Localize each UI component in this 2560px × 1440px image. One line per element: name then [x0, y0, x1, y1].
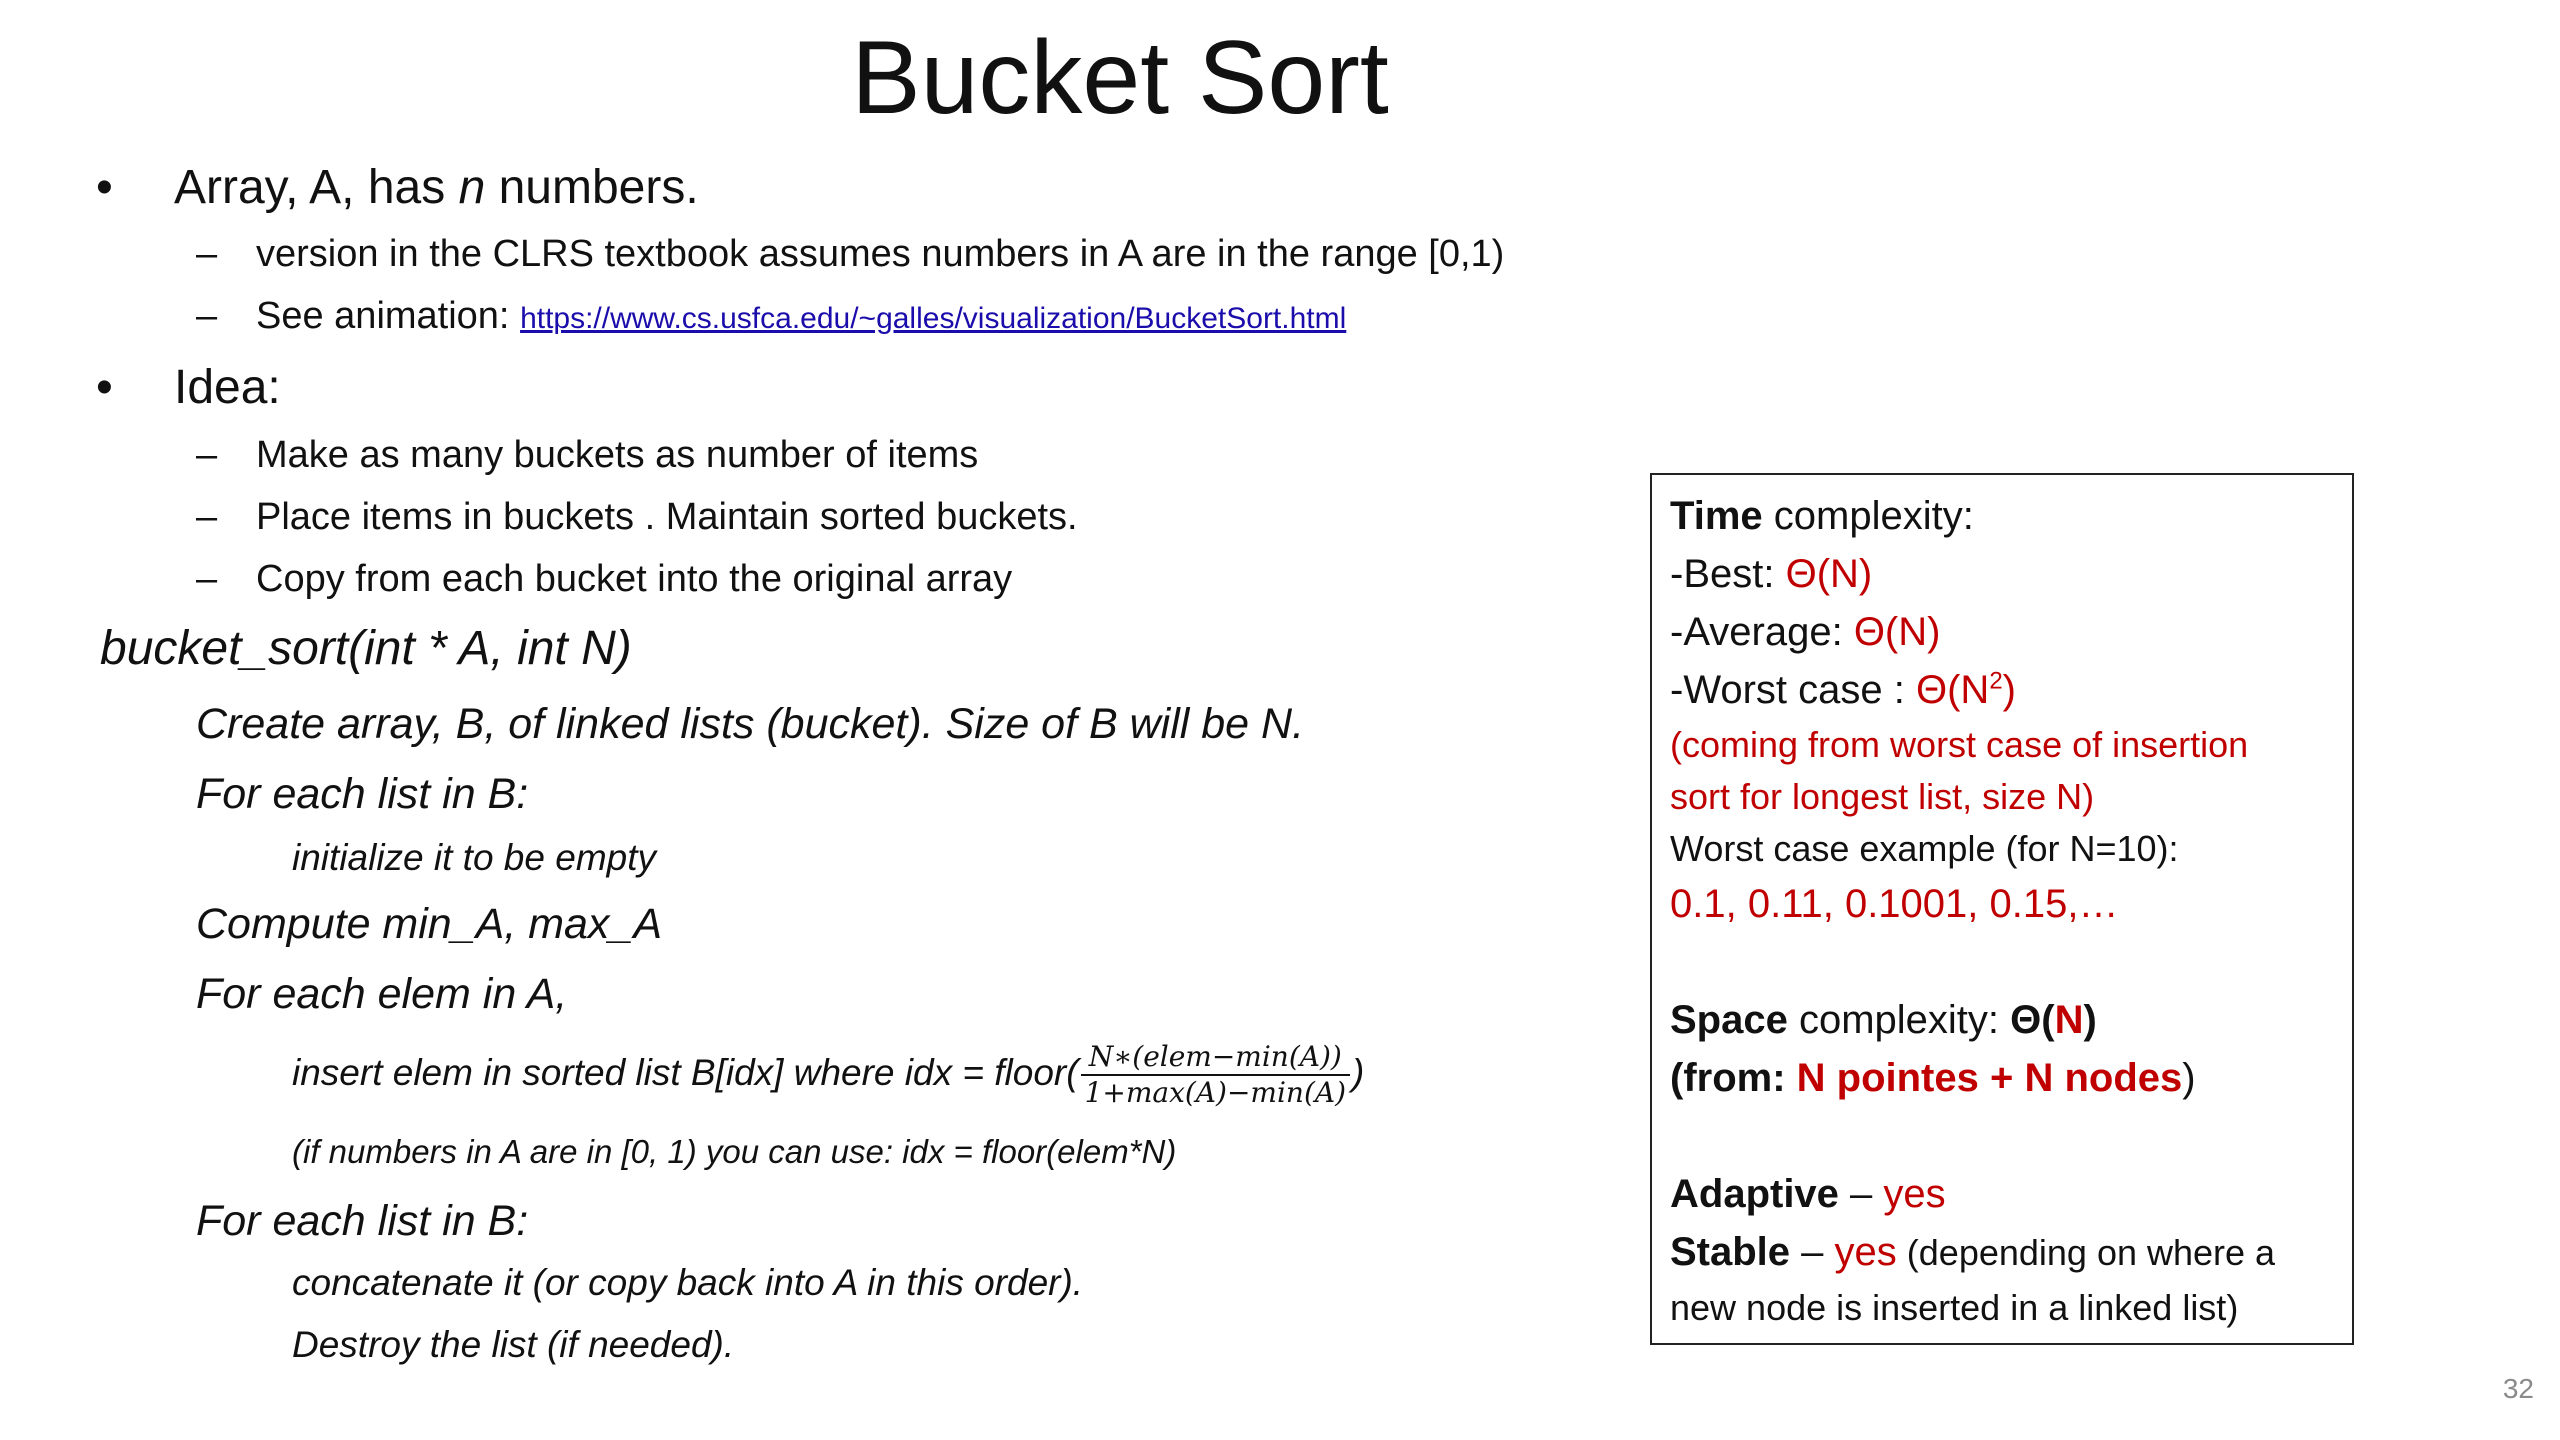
space-close: ) — [2083, 998, 2097, 1042]
best-case-line — [1670, 545, 2352, 603]
bullet-array-var-n: n — [458, 161, 486, 214]
complexity-box — [1650, 473, 2354, 1345]
bullet-dot: • — [96, 361, 113, 414]
code-insert-line — [292, 1040, 1364, 1110]
code-create-array: Create array, B, of linked lists (bucket). Size of B will be N. — [196, 700, 1305, 748]
code-compute-min-max: Compute min_A, max_A — [196, 900, 663, 948]
worst-value-base: Θ(N — [1915, 668, 1990, 712]
slide-title: Bucket Sort — [851, 20, 1389, 136]
spacer — [1670, 1107, 2352, 1165]
sub-bullet-buckets — [196, 431, 978, 479]
spacer — [1670, 933, 2352, 991]
time-complexity-heading — [1670, 487, 2352, 545]
average-label: -Average: — [1670, 610, 1854, 654]
sub-bullet-animation — [196, 292, 1346, 343]
code-insert-prefix: insert elem in sorted list B[idx] where idx = floor( — [292, 1051, 1079, 1093]
worst-note-2: sort for longest list, size N) — [1670, 776, 2095, 817]
dash-marker: – — [196, 434, 218, 476]
dash-marker: – — [196, 558, 218, 600]
bullet-array-text-a: Array, A, has — [174, 161, 459, 214]
average-value: Θ(N) — [1853, 610, 1941, 654]
adaptive-value: yes — [1883, 1172, 1946, 1216]
idx-fraction — [1081, 1040, 1350, 1110]
sub-bullet-clrs — [196, 230, 1504, 278]
worst-example-label: Worst case example (for N=10): — [1670, 828, 2179, 869]
time-rest: complexity: — [1762, 494, 1974, 538]
code-concatenate: concatenate it (or copy back into A in this order). — [292, 1262, 1084, 1303]
space-from-line — [1670, 1049, 2352, 1107]
bullet-idea-text: Idea: — [174, 361, 281, 414]
animation-link[interactable]: https://www.cs.usfca.edu/~galles/visualization/BucketSort.html — [520, 302, 1347, 335]
sub-bullet-place-text: Place items in buckets . Maintain sorted buckets. — [256, 496, 1078, 538]
code-note-range: (if numbers in A are in [0, 1) you can use: idx = floor(elem*N) — [292, 1133, 1177, 1170]
sub-bullet-buckets-text: Make as many buckets as number of items — [256, 434, 979, 476]
bullet-dot: • — [96, 161, 113, 214]
code-insert-suffix: ) — [1352, 1051, 1365, 1093]
page-number: 32 — [2502, 1373, 2534, 1404]
code-for-each-list-2: For each list in B: — [196, 1197, 529, 1245]
bullet-idea — [96, 358, 281, 418]
bullet-array — [96, 158, 699, 218]
stable-line — [1670, 1223, 2352, 1282]
code-signature: bucket_sort(int * A, int N) — [100, 622, 632, 675]
code-destroy: Destroy the list (if needed). — [292, 1324, 735, 1365]
stable-note-2: new node is inserted in a linked list) — [1670, 1287, 2239, 1328]
best-label: -Best: — [1670, 552, 1786, 596]
sub-bullet-place — [196, 493, 1078, 541]
sub-bullet-animation-text: See animation: — [256, 295, 510, 337]
average-case-line — [1670, 603, 2352, 661]
space-label: Space — [1670, 998, 1788, 1042]
space-rest: complexity: — [1787, 998, 2011, 1042]
worst-note-1: (coming from worst case of insertion — [1670, 724, 2249, 765]
adaptive-dash: – — [1838, 1172, 1884, 1216]
best-value: Θ(N) — [1785, 552, 1873, 596]
stable-value: yes — [1834, 1230, 1897, 1274]
fraction-denominator: 1+max(A)−min(A) — [1084, 1076, 1347, 1109]
worst-example-values: 0.1, 0.11, 0.1001, 0.15,… — [1670, 882, 2119, 926]
sub-bullet-copy-text: Copy from each bucket into the original array — [256, 558, 1013, 600]
bullet-array-text-b: numbers. — [485, 161, 699, 214]
worst-value-exponent: 2 — [1989, 667, 2003, 695]
time-label: Time — [1670, 494, 1763, 538]
stable-label: Stable — [1670, 1230, 1791, 1274]
adaptive-label: Adaptive — [1670, 1172, 1839, 1216]
dash-marker: – — [196, 295, 218, 337]
space-theta: Θ( — [2010, 998, 2055, 1042]
dash-marker: – — [196, 233, 218, 275]
fraction-numerator: N∗(elem−min(A)) — [1081, 1040, 1350, 1076]
from-detail: N pointes + N nodes — [1796, 1056, 2183, 1100]
adaptive-line — [1670, 1165, 2352, 1223]
sub-bullet-copy — [196, 555, 1012, 603]
worst-value — [1916, 668, 2016, 712]
code-for-each-list: For each list in B: — [196, 770, 529, 818]
from-close: ) — [2182, 1056, 2196, 1100]
space-complexity-line — [1670, 991, 2352, 1049]
code-initialize: initialize it to be empty — [292, 837, 657, 878]
worst-value-close: ) — [2002, 668, 2016, 712]
from-open: (from: — [1670, 1056, 1797, 1100]
worst-case-line — [1670, 661, 2352, 719]
stable-note-1: (depending on where a — [1896, 1232, 2276, 1273]
code-for-each-elem: For each elem in A, — [196, 970, 568, 1018]
space-n: N — [2054, 998, 2084, 1042]
worst-label: -Worst case : — [1670, 668, 1916, 712]
sub-bullet-clrs-text: version in the CLRS textbook assumes numbers in A are in the range [0,1) — [256, 233, 1505, 275]
stable-dash: – — [1790, 1230, 1835, 1274]
dash-marker: – — [196, 496, 218, 538]
